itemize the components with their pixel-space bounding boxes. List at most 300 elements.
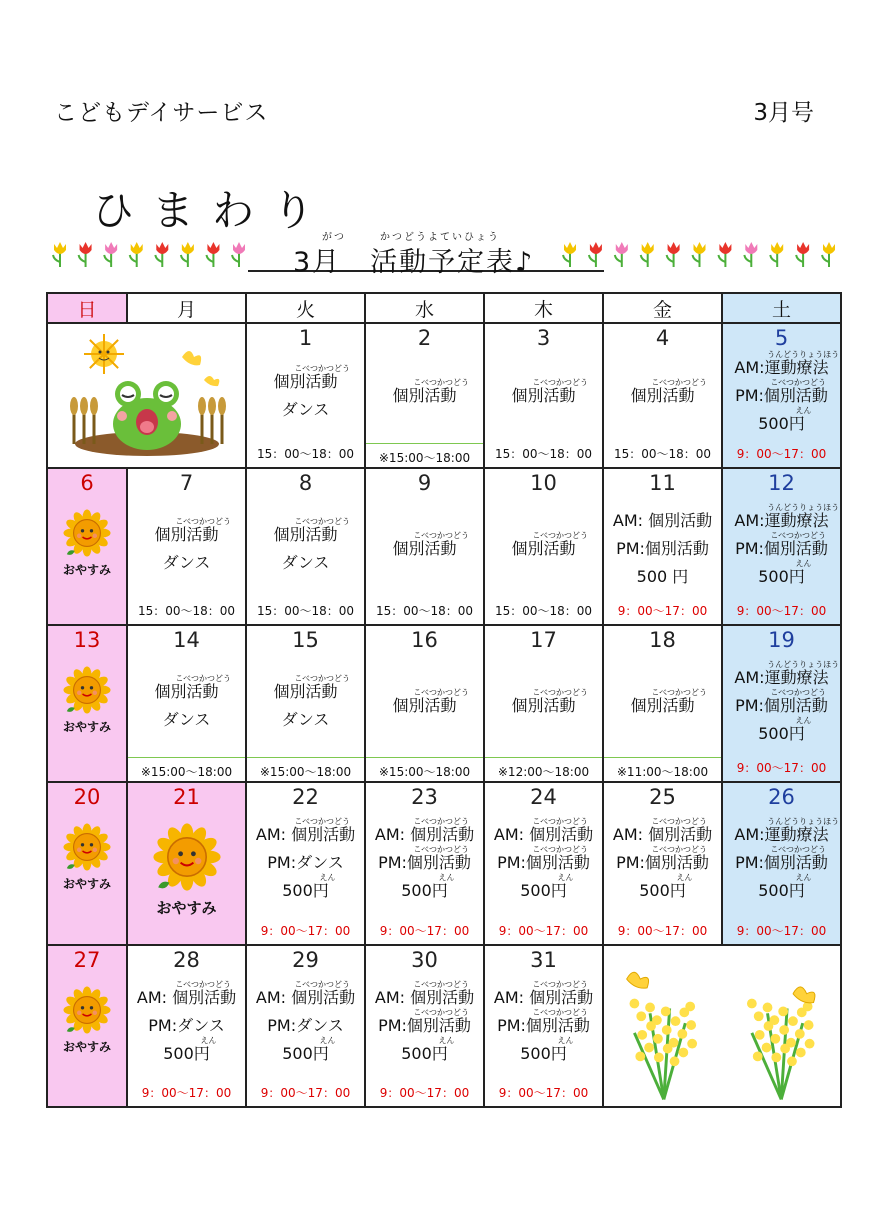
- day-cell-12: [722, 468, 841, 625]
- day-number: 30: [411, 948, 438, 972]
- activity-text: 500円: [520, 881, 567, 900]
- day-number: 22: [292, 785, 319, 809]
- day-cell-19: [722, 625, 841, 782]
- activity-text: PM:個別活動: [735, 853, 828, 872]
- day-cell-18: [603, 625, 722, 782]
- activity-line: [128, 517, 245, 544]
- ruby-text: こべつかつどう: [532, 980, 589, 989]
- weekday-mon: 月: [127, 293, 246, 323]
- activity-text: 500円: [401, 881, 448, 900]
- activity-text: AM: 個別活動: [255, 988, 356, 1007]
- day-number: 8: [298, 471, 313, 495]
- activity-text: AM:運動療法: [734, 825, 829, 844]
- ruby-text: えん: [557, 873, 574, 882]
- time-range: 15：00〜18：00: [494, 604, 593, 618]
- activity-line: [247, 817, 364, 844]
- day-cell-17: [484, 625, 603, 782]
- day-cell-24: [484, 782, 603, 945]
- activity-line: [247, 402, 364, 418]
- activity-line: [366, 1036, 483, 1063]
- day-number: 9: [417, 471, 432, 495]
- day-cell-23: [365, 782, 484, 945]
- activity-text: PM:ダンス: [267, 853, 344, 872]
- activity-line: [485, 378, 602, 405]
- activity-text: PM:個別活動: [735, 386, 828, 405]
- ruby-text: えん: [795, 559, 812, 568]
- ruby-text: こべつかつどう: [413, 378, 470, 387]
- activity-text: AM: 個別活動: [493, 825, 594, 844]
- activity-text: ダンス: [162, 553, 211, 572]
- activity-text: PM:個別活動: [735, 696, 828, 715]
- ruby-text: こべつかつどう: [413, 980, 470, 989]
- sunflower-icon: [59, 662, 115, 735]
- day-cell-9: [365, 468, 484, 625]
- activity-list: [485, 980, 602, 1074]
- activity-line: [485, 873, 602, 900]
- activity-line: [247, 712, 364, 728]
- rapeseed-illustration-cell: [603, 945, 841, 1107]
- day-number: 6: [80, 471, 94, 495]
- day-cell-31: [484, 945, 603, 1107]
- time-range: 9：00〜17：00: [260, 924, 351, 938]
- day-cell-15: [246, 625, 365, 782]
- ruby-text: こべつかつどう: [413, 845, 470, 854]
- day-cell-8: [246, 468, 365, 625]
- activity-line: [247, 980, 364, 1007]
- ruby-text: えん: [557, 1036, 574, 1045]
- activity-line: [723, 845, 840, 872]
- day-number: 1: [298, 326, 313, 350]
- activity-line: [604, 513, 721, 529]
- time-range: 15：00〜18：00: [494, 447, 593, 461]
- weekday-thu: 木: [484, 293, 603, 323]
- day-cell-28: [127, 945, 246, 1107]
- activity-text: AM: 個別活動: [255, 825, 356, 844]
- activity-text: AM: 個別活動: [493, 988, 594, 1007]
- activity-line: [723, 817, 840, 844]
- time-range: 9：00〜17：00: [141, 1086, 232, 1100]
- closed-label: おやすみ: [156, 899, 217, 917]
- weekday-fri: 金: [603, 293, 722, 323]
- activity-text: PM:個別活動: [378, 853, 471, 872]
- time-range: 9：00〜17：00: [617, 604, 708, 618]
- activity-text: ダンス: [281, 553, 330, 572]
- day-cell-29: [246, 945, 365, 1107]
- time-range: 9：00〜17：00: [260, 1086, 351, 1100]
- activity-list: [485, 688, 602, 726]
- ruby-text: こべつかつどう: [532, 1008, 589, 1017]
- activity-text: AM:運動療法: [734, 668, 829, 687]
- activity-line: [604, 541, 721, 557]
- weekday-sat: 土: [722, 293, 841, 323]
- ruby-text: こべつかつどう: [532, 845, 589, 854]
- day-number: 15: [292, 628, 319, 652]
- day-number: 14: [173, 628, 200, 652]
- time-range: ※15:00〜18:00: [366, 757, 483, 781]
- activity-text: 500円: [639, 881, 686, 900]
- activity-list: [485, 817, 602, 911]
- day-cell-25: [603, 782, 722, 945]
- activity-text: AM:運動療法: [734, 511, 829, 530]
- time-range: ※15:00〜18:00: [128, 757, 245, 781]
- ruby-text: こべつかつどう: [294, 980, 351, 989]
- day-cell-30: [365, 945, 484, 1107]
- ruby-text: こべつかつどう: [532, 378, 589, 387]
- time-range: 15：00〜18：00: [613, 447, 712, 461]
- ruby-text: こべつかつどう: [413, 817, 470, 826]
- activity-line: [604, 378, 721, 405]
- ruby-text: こべつかつどう: [413, 688, 470, 697]
- activity-list: [247, 364, 364, 430]
- ruby-text: うんどうりょうほう: [767, 660, 840, 669]
- week-row: [47, 945, 841, 1107]
- activity-line: [247, 364, 364, 391]
- day-number: 16: [411, 628, 438, 652]
- day-number: 25: [649, 785, 676, 809]
- activity-text: AM:運動療法: [734, 358, 829, 377]
- schedule-title: [248, 226, 604, 278]
- activity-line: [604, 569, 721, 585]
- sunflower-icon: [59, 982, 115, 1055]
- day-cell-13: [47, 625, 127, 782]
- activity-list: [723, 660, 840, 754]
- ruby-text: こべつかつどう: [413, 1008, 470, 1017]
- day-number: 18: [649, 628, 676, 652]
- activity-line: [128, 712, 245, 728]
- day-cell-7: [127, 468, 246, 625]
- closed-label: おやすみ: [62, 563, 111, 577]
- closed-label: おやすみ: [62, 1040, 111, 1054]
- activity-list: [128, 980, 245, 1074]
- ruby-text: こべつかつどう: [532, 688, 589, 697]
- activity-line: [485, 845, 602, 872]
- activity-line: [723, 559, 840, 586]
- activity-line: [366, 688, 483, 715]
- activity-text: PM:個別活動: [735, 539, 828, 558]
- activity-text: AM: 個別活動: [136, 988, 237, 1007]
- activity-text: 500円: [758, 881, 805, 900]
- activity-line: [485, 688, 602, 715]
- activity-line: [723, 531, 840, 558]
- time-range: 9：00〜17：00: [736, 604, 827, 618]
- day-cell-1: [246, 323, 365, 468]
- time-range: ※11:00〜18:00: [604, 757, 721, 781]
- activity-list: [604, 513, 721, 597]
- activity-text: ダンス: [281, 400, 330, 419]
- activity-list: [723, 350, 840, 444]
- activity-line: [128, 555, 245, 571]
- ruby-text: えん: [438, 873, 455, 882]
- ruby-text: えん: [676, 873, 693, 882]
- day-number: 3: [536, 326, 551, 350]
- day-number: 28: [173, 948, 200, 972]
- activity-text: 500円: [163, 1044, 210, 1063]
- activity-list: [723, 817, 840, 911]
- frog-icon: [62, 332, 232, 466]
- rapeseed-flower-icon: [607, 954, 837, 1106]
- time-range: 9：00〜17：00: [736, 761, 827, 775]
- activity-list: [128, 674, 245, 740]
- ruby-text: こべつかつどう: [413, 531, 470, 540]
- ruby-text: こべつかつどう: [294, 364, 351, 373]
- sunflower-icon: [59, 819, 115, 892]
- activity-line: [247, 1036, 364, 1063]
- activity-line: [366, 817, 483, 844]
- day-number: 19: [768, 628, 795, 652]
- activity-text: PM:ダンス: [148, 1016, 225, 1035]
- activity-list: [604, 378, 721, 416]
- activity-line: [604, 688, 721, 715]
- activity-list: [485, 531, 602, 569]
- time-range: 9：00〜17：00: [736, 447, 827, 461]
- activity-text: 個別活動: [154, 525, 219, 544]
- activity-text: 個別活動: [511, 539, 576, 558]
- activity-text: PM:個別活動: [616, 539, 709, 558]
- activity-list: [366, 688, 483, 726]
- activity-line: [247, 855, 364, 871]
- activity-list: [485, 378, 602, 416]
- activity-text: 個別活動: [392, 539, 457, 558]
- activity-text: 個別活動: [154, 682, 219, 701]
- activity-line: [723, 660, 840, 687]
- title-text: 3月 活動予定表♪: [293, 247, 535, 278]
- activity-line: [723, 873, 840, 900]
- activity-text: AM: 個別活動: [612, 825, 713, 844]
- ruby-text: えん: [319, 873, 336, 882]
- activity-list: [366, 980, 483, 1074]
- time-range: 9：00〜17：00: [379, 1086, 470, 1100]
- activity-line: [366, 980, 483, 1007]
- ruby-text: えん: [795, 406, 812, 415]
- activity-line: [128, 980, 245, 1007]
- ruby-text: こべつかつどう: [294, 517, 351, 526]
- day-number: 7: [179, 471, 194, 495]
- day-number: 29: [292, 948, 319, 972]
- ruby-text: こべつかつどう: [770, 378, 827, 387]
- day-cell-5: [722, 323, 841, 468]
- ruby-text: こべつかつどう: [175, 674, 232, 683]
- week-row: [47, 323, 841, 468]
- activity-text: 500円: [282, 1044, 329, 1063]
- day-cell-16: [365, 625, 484, 782]
- activity-line: [604, 845, 721, 872]
- activity-text: 500 円: [636, 567, 689, 586]
- day-number: 13: [73, 628, 101, 652]
- day-cell-3: [484, 323, 603, 468]
- closed-label: おやすみ: [62, 720, 111, 734]
- activity-line: [366, 845, 483, 872]
- ruby-text: えん: [319, 1036, 336, 1045]
- activity-text: AM: 個別活動: [374, 825, 475, 844]
- time-range: 9：00〜17：00: [736, 924, 827, 938]
- activity-list: [247, 817, 364, 911]
- ruby-text: えん: [795, 873, 812, 882]
- activity-text: AM: 個別活動: [374, 988, 475, 1007]
- activity-list: [366, 817, 483, 911]
- time-range: 9：00〜17：00: [617, 924, 708, 938]
- ruby-text: えん: [200, 1036, 217, 1045]
- sunflower-icon: [147, 817, 227, 918]
- day-number: 11: [649, 471, 676, 495]
- activity-list: [247, 980, 364, 1074]
- activity-line: [604, 817, 721, 844]
- activity-line: [485, 817, 602, 844]
- ruby-text: こべつかつどう: [532, 817, 589, 826]
- day-cell-4: [603, 323, 722, 468]
- activity-text: 個別活動: [630, 696, 695, 715]
- day-cell-14: [127, 625, 246, 782]
- time-range: ※12:00〜18:00: [485, 757, 602, 781]
- activity-text: 500円: [401, 1044, 448, 1063]
- day-number: 12: [768, 471, 795, 495]
- activity-line: [247, 873, 364, 900]
- time-range: 9：00〜17：00: [379, 924, 470, 938]
- day-number: 23: [411, 785, 438, 809]
- activity-line: [247, 1018, 364, 1034]
- activity-text: 500円: [758, 414, 805, 433]
- time-range: 15：00〜18：00: [256, 447, 355, 461]
- activity-text: PM:個別活動: [497, 853, 590, 872]
- activity-text: 500円: [758, 567, 805, 586]
- activity-text: 個別活動: [273, 372, 338, 391]
- week-row: [47, 625, 841, 782]
- day-number: 10: [530, 471, 557, 495]
- activity-line: [604, 873, 721, 900]
- day-cell-20: [47, 782, 127, 945]
- activity-list: [247, 674, 364, 740]
- ruby-text: こべつかつどう: [294, 817, 351, 826]
- day-cell-22: [246, 782, 365, 945]
- ruby-text: こべつかつどう: [651, 378, 708, 387]
- activity-text: ダンス: [281, 710, 330, 729]
- time-range: 15：00〜18：00: [256, 604, 355, 618]
- ruby-text: こべつかつどう: [770, 845, 827, 854]
- ruby-text: こべつかつどう: [651, 688, 708, 697]
- time-range: ※15:00〜18:00: [366, 443, 483, 467]
- weekday-tue: 火: [246, 293, 365, 323]
- day-number: 21: [173, 785, 200, 809]
- time-range: 9：00〜17：00: [498, 1086, 589, 1100]
- activity-text: 個別活動: [511, 696, 576, 715]
- day-number: 26: [768, 785, 795, 809]
- day-cell-10: [484, 468, 603, 625]
- activity-text: 500円: [520, 1044, 567, 1063]
- frog-illustration-cell: [47, 323, 246, 468]
- activity-line: [723, 688, 840, 715]
- tulip-border-left-icon: [52, 238, 247, 268]
- day-cell-6: [47, 468, 127, 625]
- ruby-text: えん: [795, 716, 812, 725]
- activity-text: 個別活動: [392, 386, 457, 405]
- ruby-text: こべつかつどう: [770, 531, 827, 540]
- day-cell-26: [722, 782, 841, 945]
- activity-list: [604, 817, 721, 911]
- ruby-text: こべつかつどう: [770, 688, 827, 697]
- ruby-text: こべつかつどう: [175, 517, 232, 526]
- activity-line: [366, 1008, 483, 1035]
- weekday-sun: 日: [47, 293, 127, 323]
- ruby-text: こべつかつどう: [651, 817, 708, 826]
- ruby-text: こべつかつどう: [294, 674, 351, 683]
- activity-line: [128, 1018, 245, 1034]
- activity-list: [604, 688, 721, 726]
- activity-line: [247, 517, 364, 544]
- org-name: ひまわり: [92, 186, 333, 235]
- activity-text: 個別活動: [511, 386, 576, 405]
- ruby-text: えん: [438, 1036, 455, 1045]
- title-ruby-month: がつ: [322, 232, 346, 243]
- org-type: こどもデイサービス: [54, 100, 269, 126]
- day-number: 4: [655, 326, 670, 350]
- day-number: 20: [73, 785, 101, 809]
- activity-line: [723, 716, 840, 743]
- time-range: 15：00〜18：00: [137, 604, 236, 618]
- day-number: 27: [73, 948, 101, 972]
- day-number: 5: [774, 326, 789, 350]
- activity-line: [723, 406, 840, 433]
- activity-text: 500円: [758, 724, 805, 743]
- day-number: 17: [530, 628, 557, 652]
- ruby-text: うんどうりょうほう: [767, 817, 840, 826]
- activity-text: PM:ダンス: [267, 1016, 344, 1035]
- activity-list: [128, 517, 245, 583]
- day-cell-21: [127, 782, 246, 945]
- sunflower-icon: [59, 505, 115, 578]
- weekday-wed: 水: [365, 293, 484, 323]
- activity-line: [485, 1036, 602, 1063]
- activity-list: [723, 503, 840, 597]
- activity-line: [485, 1008, 602, 1035]
- activity-line: [485, 531, 602, 558]
- calendar-table: [46, 292, 842, 1108]
- issue-label: 3月号: [753, 100, 814, 126]
- activity-line: [485, 980, 602, 1007]
- time-range: ※15:00〜18:00: [247, 757, 364, 781]
- closed-label: おやすみ: [62, 877, 111, 891]
- week-row: [47, 468, 841, 625]
- activity-text: 個別活動: [273, 525, 338, 544]
- activity-text: 500円: [282, 881, 329, 900]
- activity-list: [247, 517, 364, 583]
- activity-text: PM:個別活動: [497, 1016, 590, 1035]
- day-cell-2: [365, 323, 484, 468]
- ruby-text: こべつかつどう: [175, 980, 232, 989]
- day-cell-11: [603, 468, 722, 625]
- activity-line: [128, 674, 245, 701]
- time-range: 15：00〜18：00: [375, 604, 474, 618]
- activity-line: [366, 378, 483, 405]
- activity-line: [128, 1036, 245, 1063]
- title-ruby-activity: かつどうよていひょう: [380, 232, 500, 243]
- weekday-header: [47, 293, 841, 323]
- activity-line: [247, 674, 364, 701]
- activity-text: 個別活動: [273, 682, 338, 701]
- ruby-text: こべつかつどう: [532, 531, 589, 540]
- activity-line: [366, 531, 483, 558]
- activity-line: [723, 503, 840, 530]
- day-number: 2: [417, 326, 432, 350]
- activity-line: [247, 555, 364, 571]
- day-cell-27: [47, 945, 127, 1107]
- day-number: 24: [530, 785, 557, 809]
- ruby-text: うんどうりょうほう: [767, 350, 840, 359]
- activity-text: PM:個別活動: [616, 853, 709, 872]
- activity-line: [723, 378, 840, 405]
- activity-list: [366, 378, 483, 416]
- ruby-text: こべつかつどう: [651, 845, 708, 854]
- ruby-text: うんどうりょうほう: [767, 503, 840, 512]
- day-number: 31: [530, 948, 557, 972]
